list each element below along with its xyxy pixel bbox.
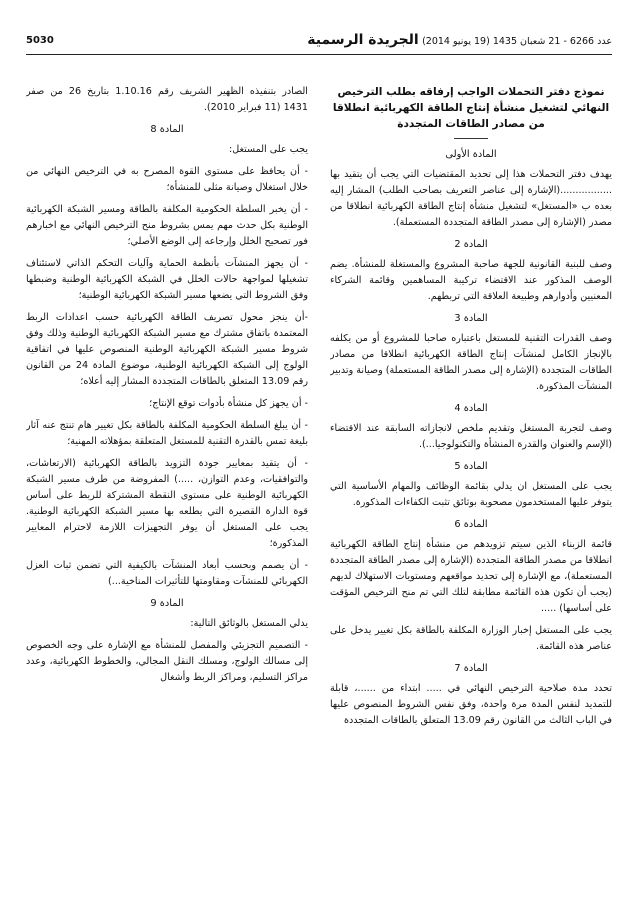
article-heading: المادة 9 bbox=[150, 598, 184, 609]
left-column bbox=[26, 84, 308, 895]
article-heading: المادة الأولى bbox=[445, 149, 497, 160]
list-item: - أن يصمم وبحسب أبعاد المنشآت بالكيفية التي تضمن ثبات العزل الكهربائي للمنشآت ومقاومتها للتأثيرات المناخية...) bbox=[26, 560, 308, 587]
document-title: نموذج دفتر التحملات الواجب إرفاقه بطلب الترخيص النهائي لتشغيل منشأة إنتاج الطاقة الكهربائية انطلاقا من مصادر الطاقات المتجددة bbox=[332, 86, 610, 130]
article-paragraph: قائمة الزبناء الذين سيتم تزويدهم من منشأة إنتاج الطاقة الكهربائية انطلاقا من مصدر الطاقة المتجددة (الإشارة إلى مصدر الطاقة المتجددة المستعملة)، مع الإشارة إلى تحديد مواقعهم ومستويات الاستهلاك لديهم (يجب أن تكون هذه القائمة مطابقة لتلك التي تم منح الترخيص المؤقت على أساسها) ..... bbox=[330, 539, 612, 614]
list-item: -أن ينجز محول تصريف الطاقة الكهربائية حسب اعدادات الربط المعتمدة باتفاق مشترك مع مسير الشبكة الكهربائية الوطنية وذلك وفق شروط مسير الشبكة الكهربائية الوطنية المنصوص عليها في اتفاقية الولوج إلى الشبكة الكهربائية الوطنية، موضوع المادة 24 من القانون رقم 13.09 المتعلق بالطاقات المتجددة المشار إليه أعلاه؛ bbox=[26, 312, 308, 387]
list-item: - أن يحافظ على مستوى القوة المصرح به في الترخيص النهائي من خلال استغلال وصيانة مثلى للمنشأة؛ bbox=[26, 166, 308, 193]
article-heading: المادة 6 bbox=[454, 519, 488, 530]
article-heading: المادة 2 bbox=[454, 239, 488, 250]
list-item: - أن يجهز المنشآت بأنظمة الحماية وآليات التحكم الذاتي لاستئناف تشغيلها لمواجهة حالات الخلل في الشبكة الكهربائية الوطنية وضبطها وفق الشروط التي يضعها مسير الشبكة الكهربائية الوطنية؛ bbox=[26, 258, 308, 301]
right-column bbox=[330, 84, 612, 895]
article-paragraph: تحدد مدة صلاحية الترخيص النهائي في ..... ابتداء من ......، قابلة للتمديد لنفس المدة مرة واحدة، وفق نفس الشروط المنصوص عليها في الباب الثالث من القانون رقم 13.09 المتعلق بالطاقات المتجددة bbox=[330, 683, 612, 726]
page-number: 5030 bbox=[26, 35, 54, 46]
list-item: - أن يبلغ السلطة الحكومية المكلفة بالطاقة بكل تغيير هام تنتج عنه آثار بليغة تمس بالقدرة التقنية للمستغل المتعلقة بمؤهلاته المهنية؛ bbox=[26, 420, 308, 447]
columns bbox=[26, 84, 612, 895]
intro-paragraph: الصادر بتنفيذه الظهير الشريف رقم 1.10.16 بتاريخ 26 من صفر 1431 (11 فبراير 2010). bbox=[26, 86, 308, 113]
article-lead: يجب على المستغل: bbox=[229, 144, 308, 155]
article-paragraph: يجب على المستغل ان يدلي بقائمة الوظائف والمهام الأساسية التي يتوفر عليها المستخدمون مصحوبة بوثائق تثبت الكفاءات المذكورة. bbox=[330, 481, 612, 508]
list-item: - أن يخبر السلطة الحكومية المكلفة بالطاقة ومسير الشبكة الكهربائية الوطنية بكل حدث مهم يمس بشروط منح الترخيص النهائي مع اخبارهم فور تصحيح الخلل وإرجاعه إلى الوضع الأصلي؛ bbox=[26, 204, 308, 247]
page-header bbox=[26, 32, 612, 55]
article-paragraph: وصف لتجربة المستغل وتقديم ملخص لانجازاته السابقة عند الاقتضاء (الإسم والعنوان والقدرة المنشأة والتكنولوجيا...). bbox=[330, 423, 612, 450]
list-item: - أن يجهز كل منشأة بأدوات توقع الإنتاج؛ bbox=[149, 398, 308, 409]
journal-title: الجريدة الرسمية bbox=[307, 32, 419, 48]
article-heading: المادة 5 bbox=[454, 461, 488, 472]
article-heading: المادة 7 bbox=[454, 663, 488, 674]
article-paragraph: وصف للبنية القانونية للجهة صاحبة المشروع والمستغلة للمنشأة. يضم الوصف المذكور عند الاقتضاء تركيبة المساهمين وقائمة الشركاء المعنيين وأدوارهم وطبيعة العلاقة التي تربطهم. bbox=[330, 259, 612, 302]
title-divider bbox=[454, 138, 488, 139]
article-lead: يدلي المستغل بالوثائق التالية: bbox=[190, 618, 308, 629]
list-item: - التصميم التجزيئي والمفصل للمنشأة مع الإشارة على وجه الخصوص إلى مسالك الولوج، ومسلك النقل المجالي، والخطوط الكهربائية، وعدد مراكز التسليم، ومراكز الربط وأشغال bbox=[26, 640, 308, 683]
article-heading: المادة 8 bbox=[150, 124, 184, 135]
article-paragraph: وصف القدرات التقنية للمستغل باعتباره صاحبا للمشروع أو من يكلفه بالإنجاز الكامل لمنشآت إنتاج الطاقة الكهربائية انطلاقا من مصادر الطاقات المتجددة (الإشارة إلى مصدر الطاقة المستعملة) وصيانة وتدبير المنشآت المذكورة. bbox=[330, 333, 612, 392]
article-paragraph: يهدف دفتر التحملات هذا إلى تحديد المقتضيات التي يجب أن يتقيد بها .................(الإشارة إلى عناصر التعريف بصاحب الطلب) المشار إليه بعده ب «المستغل» لتشغيل منشأة إنتاج الطاقة الكهربائية انطلاقا من مصدر (الإشارة إلى مصدر الطاقة المتجددة المستعملة). bbox=[330, 169, 612, 228]
issue-info: عدد 6266 - 21 شعبان 1435 (19 يونيو 2014) bbox=[422, 36, 612, 47]
article-heading: المادة 3 bbox=[454, 313, 488, 324]
article-heading: المادة 4 bbox=[454, 403, 488, 414]
list-item: - أن يتقيد بمعايير جودة التزويد بالطاقة الكهربائية (الارتعاشات، والتوافقيات، وعدم التوازن، .....) المفروضة من طرف مسير الشبكة الكهربائية الوطنية على مستوى النقطة المشتركة للربط على أساس قوة الدارة القصيرة التي يطلعه بها مسير الشبكة الكهربائية الوطنية. يجب على المستغل أن يوفر التجهيزات اللازمة لاحترام المعايير المذكورة؛ bbox=[26, 458, 308, 549]
article-paragraph: يجب على المستغل إخبار الوزارة المكلفة بالطاقة بكل تغيير يدخل على عناصر هذه القائمة. bbox=[330, 625, 612, 652]
